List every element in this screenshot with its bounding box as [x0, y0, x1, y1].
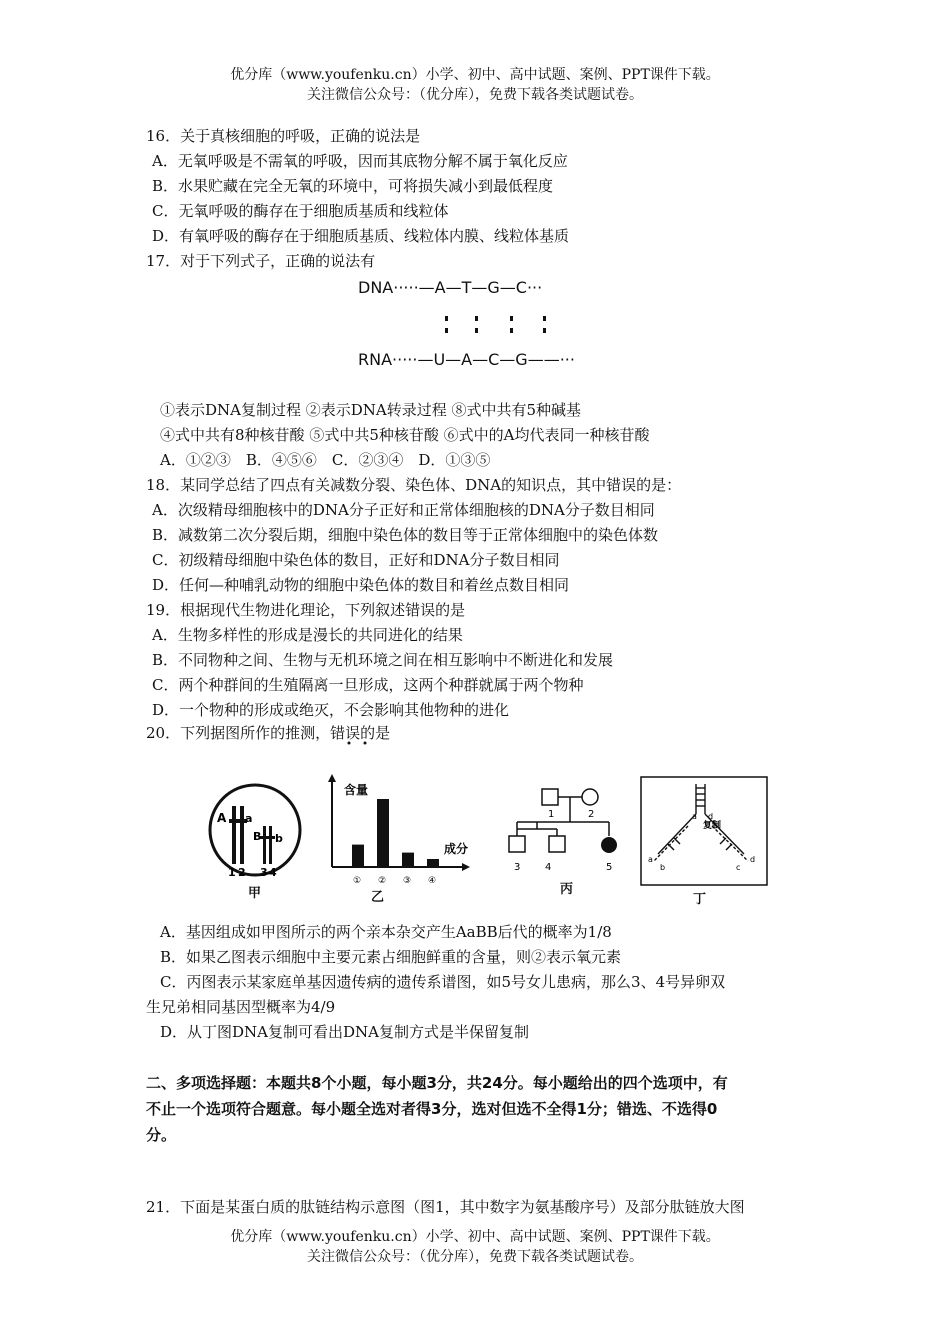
bing-num-1: 1 [548, 809, 555, 820]
figure-jia-label: 甲 [248, 886, 262, 901]
q17-statements-1: ①表示DNA复制过程 ②表示DNA转录过程 ⑧式中共有5种碱基 [160, 401, 582, 419]
yi-bar-1 [352, 845, 364, 867]
q19-option-c: C．两个种群间的生殖隔离一旦形成，这两个种群就属于两个物种 [152, 676, 584, 694]
yi-ylabel: 含量 [344, 783, 369, 797]
bing-num-5: 5 [606, 862, 613, 873]
figure-yi-chart [318, 772, 478, 892]
q20-option-c-line1: C．丙图表示某家庭单基因遗传病的遗传系谱图，如5号女儿患病，那么3、4号异卵双 [160, 973, 726, 991]
q17-statements-2: ④式中共有8种核苷酸 ⑤式中共5种核苷酸 ⑥式中的A均代表同一种核苷酸 [160, 426, 650, 444]
yi-tick-1: ① [353, 876, 362, 886]
figure-ding-label: 丁 [693, 892, 707, 907]
header-line-1: 优分库（www.youfenku.cn）小学、初中、高中试题、案例、PPT课件下载。 [230, 67, 720, 83]
yi-bar-2 [377, 799, 389, 867]
emphasis-dots [343, 739, 373, 747]
q20-stem: 20．下列据图所作的推测，错误的是 [146, 724, 391, 742]
q18-option-a: A．次级精母细胞核中的DNA分子正好和正常体细胞核的DNA分子数目相同 [152, 501, 655, 519]
ding-strand-c: c [736, 863, 741, 872]
yi-tick-3: ③ [403, 876, 412, 886]
bing-num-4: 4 [545, 862, 552, 873]
ding-replication-text: 复制 [703, 821, 722, 831]
q19-option-b: B．不同物种之间、生物与无机环境之间在相互影响中不断进化和发展 [152, 651, 614, 669]
q19-option-a: A．生物多样性的形成是漫长的共同进化的结果 [152, 626, 463, 644]
yi-bar-3 [402, 853, 414, 867]
bing-num-2: 2 [588, 809, 595, 820]
footer-line-1: 优分库（www.youfenku.cn）小学、初中、高中试题、案例、PPT课件下载。 [230, 1229, 720, 1245]
yi-tick-2: ② [378, 876, 387, 886]
section2-heading-line1: 二、多项选择题：本题共8个小题，每小题3分，共24分。每小题给出的四个选项中，有 [146, 1074, 728, 1092]
q16-option-b: B．水果贮藏在完全无氧的环境中，可将损失减小到最低程度 [152, 177, 554, 195]
ding-strand-d-top: d [708, 812, 714, 821]
q19-option-d: D．一个物种的形成或绝灭，不会影响其他物种的进化 [152, 701, 510, 719]
jia-num-2: 2 [238, 866, 246, 879]
q18-option-d: D．任何—种哺乳动物的细胞中染色体的数目和着丝点数目相同 [152, 576, 570, 594]
q20-option-a: A．基因组成如甲图所示的两个亲本杂交产生AaBB后代的概率为1/8 [160, 923, 612, 941]
q18-option-b: B．减数第二次分裂后期，细胞中染色体的数目等于正常体细胞中的染色体数 [152, 526, 659, 544]
ding-strand-a: a [692, 812, 697, 821]
figure-yi-label: 乙 [371, 890, 385, 905]
q17-stem: 17．对于下列式子，正确的说法有 [146, 252, 376, 270]
q17-base-pair-dots [440, 312, 560, 338]
bing-num-3: 3 [514, 862, 521, 873]
figure-ding-replication [640, 776, 768, 886]
section2-heading-line3: 分。 [146, 1126, 177, 1144]
q21-stem: 21．下面是某蛋白质的肽链结构示意图（图1，其中数字为氨基酸序号）及部分肽链放大图 [146, 1198, 745, 1216]
jia-num-1: 1 [228, 866, 236, 879]
ding-strand-a-left: a [648, 855, 653, 864]
figure-bing-label: 丙 [560, 882, 574, 897]
jia-allele-a: a [245, 812, 253, 825]
jia-num-3: 3 [260, 866, 268, 879]
jia-allele-b: b [275, 832, 283, 845]
q20-option-b: B．如果乙图表示细胞中主要元素占细胞鲜重的含量，则②表示氧元素 [160, 948, 622, 966]
figure-jia-cell [205, 780, 305, 880]
yi-xlabel: 成分 [444, 842, 469, 856]
q16-stem: 16．关于真核细胞的呼吸，正确的说法是 [146, 127, 421, 145]
footer-line-2: 关注微信公众号：（优分库），免费下载各类试题试卷。 [307, 1249, 643, 1265]
jia-num-4: 4 [269, 866, 277, 879]
yi-tick-4: ④ [428, 876, 437, 886]
q19-stem: 19．根据现代生物进化理论，下列叙述错误的是 [146, 601, 466, 619]
jia-allele-A: A [217, 811, 227, 825]
figure-bing-pedigree [502, 784, 622, 884]
q17-dna-strand: DNA·····—A—T—G—C··· [358, 278, 543, 297]
header-line-2: 关注微信公众号：（优分库），免费下载各类试题试卷。 [307, 87, 643, 103]
q20-option-d: D．从丁图DNA复制可看出DNA复制方式是半保留复制 [160, 1023, 529, 1041]
q20-option-c-line2: 生兄弟相同基因型概率为4/9 [146, 998, 336, 1016]
q17-rna-strand: RNA·····—U—A—C—G——··· [358, 350, 575, 369]
q16-option-a: A．无氧呼吸是不需氧的呼吸，因而其底物分解不属于氧化反应 [152, 152, 568, 170]
ding-strand-d: d [750, 855, 756, 864]
jia-allele-B: B [253, 830, 262, 843]
q18-stem: 18．某同学总结了四点有关减数分裂、染色体、DNA的知识点，其中错误的是： [146, 476, 682, 494]
q18-option-c: C．初级精母细胞中染色体的数目，正好和DNA分子数目相同 [152, 551, 560, 569]
q16-option-d: D．有氧呼吸的酶存在于细胞质基质、线粒体内膜、线粒体基质 [152, 227, 570, 245]
yi-bar-4 [427, 859, 439, 867]
ding-strand-b: b [660, 863, 666, 872]
q17-options: A．①②③ B．④⑤⑥ C．②③④ D．①③⑤ [160, 451, 491, 469]
q16-option-c: C．无氧呼吸的酶存在于细胞质基质和线粒体 [152, 202, 449, 220]
section2-heading-line2: 不止一个选项符合题意。每小题全选对者得3分，选对但选不全得1分；错选、不选得0 [146, 1100, 718, 1118]
